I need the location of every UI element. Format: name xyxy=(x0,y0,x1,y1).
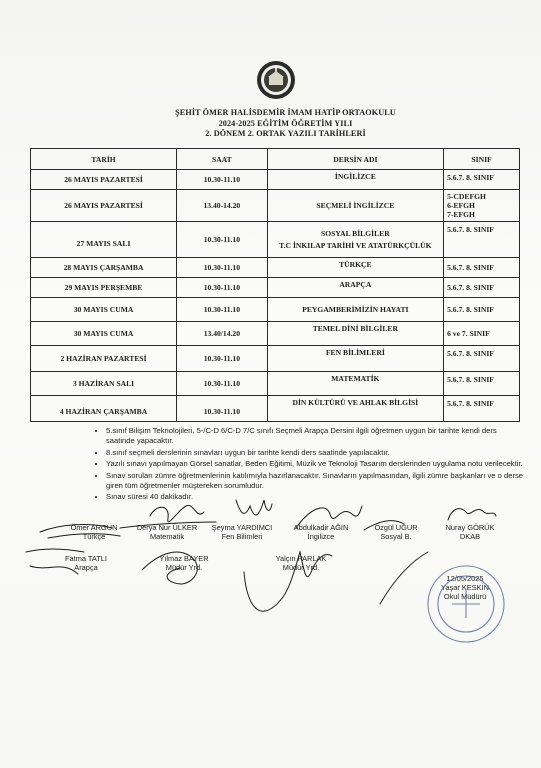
signatory-name: Yalçın PARLAK xyxy=(275,554,327,563)
table-row xyxy=(31,170,520,190)
header-date: TARİH xyxy=(31,149,177,170)
signatory-role: İngilizce xyxy=(307,532,335,541)
signatory-role: Türkçe xyxy=(82,532,106,541)
row-class: 5.6.7. 8. SINIF xyxy=(444,170,520,190)
exam-schedule-table xyxy=(30,148,520,422)
signatory-role: Arapça xyxy=(74,563,98,572)
signature-block xyxy=(197,523,287,541)
signatory-name: Fatma TATLI xyxy=(65,554,107,563)
principal-signature-block xyxy=(424,574,506,601)
row-date: 26 MAYIS PAZARTESİ xyxy=(31,170,177,190)
row-class: 5.6.7. 8. SINIF xyxy=(444,396,520,422)
table-row xyxy=(31,190,520,222)
row-date: 4 HAZİRAN ÇARŞAMBA xyxy=(31,396,177,422)
course-line: T.C İNKILAP TARİHİ VE ATATÜRKÇÜLÜK xyxy=(279,240,432,250)
note-item: • Sınav soruları zümre öğretmenlerinin katılımıyla hazırlanacaktır. Sınavların yapılmasından, ilgili zümre başkanları ve o derse giren tüm öğretmenler müştereken sorumludur. xyxy=(106,471,526,492)
school-logo-icon xyxy=(256,60,296,100)
row-course: TEMEL DİNİ BİLGİLER xyxy=(267,322,443,346)
row-date: 30 MAYIS CUMA xyxy=(31,322,177,346)
signature-block xyxy=(256,554,346,572)
row-course: PEYGAMBERİMİZİN HAYATI xyxy=(267,298,443,322)
note-item: • Yazılı sınavı yapılmayan Görsel sanatlar, Beden Eğitimi, Müzik ve Teknoloji Tasarım derslerinden uygulama notu verilecektir. xyxy=(106,459,526,469)
row-time: 13.40/14.20 xyxy=(177,322,268,346)
row-class: 5.6.7. 8. SINIF xyxy=(444,346,520,372)
signature-block xyxy=(276,523,366,541)
row-course: FEN BİLİMLERİ xyxy=(267,346,443,372)
row-course: SEÇMELİ İNGİLİZCE xyxy=(267,190,443,222)
signature-block xyxy=(46,554,126,572)
school-name: ŞEHİT ÖMER HALİSDEMİR İMAM HATİP ORTAOKULU xyxy=(175,108,396,117)
document-header xyxy=(0,108,541,140)
signatory-role: Fen Bilimleri xyxy=(221,532,263,541)
row-time: 10.30-11.10 xyxy=(177,278,268,298)
signatory-name: Şeyma YARDIMCI xyxy=(211,523,273,532)
signatory-role: Sosyal B. xyxy=(380,532,412,541)
row-date: 29 MAYIS PERŞEMBE xyxy=(31,278,177,298)
row-course: MATEMATİK xyxy=(267,372,443,396)
row-course: TÜRKÇE xyxy=(267,258,443,278)
row-class: 6 ve 7. SINIF xyxy=(444,322,520,346)
signatory-name: Ömer ARGÜN xyxy=(70,523,118,532)
signature-block xyxy=(356,523,436,541)
signatory-name: Derya Nur ÜLKER xyxy=(136,523,198,532)
signatory-name: Nuray GÖRÜK xyxy=(445,523,495,532)
row-date: 27 MAYIS SALI xyxy=(31,222,177,258)
row-time: 10.30-11.10 xyxy=(177,298,268,322)
signatory-name: Abdulkadir AĞIN xyxy=(293,523,349,532)
row-time: 10.30-11.10 xyxy=(177,170,268,190)
signatory-name: Yılmaz BAYER xyxy=(159,554,209,563)
row-date: 2 HAZİRAN PAZARTESİ xyxy=(31,346,177,372)
row-time: 10.30-11.10 xyxy=(177,396,268,422)
table-header-row xyxy=(31,149,520,170)
signatory-role: Matematik xyxy=(149,532,185,541)
note-item: • 8.sınıf seçmeli derslerinin sınavları uygun bir tarihte kendi ders saatinde yapılacaktır. xyxy=(106,448,526,458)
approval-date: 12/05/2025 xyxy=(446,574,484,583)
class-line: 5-CDEFGH xyxy=(447,192,486,201)
signature-block xyxy=(430,523,510,541)
class-line: 6-EFGH xyxy=(447,201,475,210)
note-item: • 5.sınıf Bilişim Teknolojileri, 5-/C-D 6/C-D 7/C sınıfı Seçmeli Arapça Dersini ilgili öğretmen uygun bir tarihte kendi ders saatinde yapacaktır. xyxy=(106,426,526,447)
row-time: 10.30-11.10 xyxy=(177,372,268,396)
principal-name: Yaşar KESKİN xyxy=(441,583,489,592)
principal-role: Okul Müdürü xyxy=(443,592,487,601)
row-class: 5.6.7. 8. SINIF xyxy=(444,258,520,278)
row-class: 5.6.7. 8. SINIF xyxy=(444,278,520,298)
table-row xyxy=(31,322,520,346)
header-time: SAAT xyxy=(177,149,268,170)
row-time: 13.40-14.20 xyxy=(177,190,268,222)
header-course: DERSİN ADI xyxy=(267,149,443,170)
row-class: 5.6.7. 8. SINIF xyxy=(444,222,520,258)
table-row xyxy=(31,258,520,278)
row-time: 10.30-11.10 xyxy=(177,346,268,372)
table-row xyxy=(31,278,520,298)
note-item: • Sınav süresi 40 dakikadır. xyxy=(106,492,526,502)
row-date: 26 MAYIS PAZARTESİ xyxy=(31,190,177,222)
table-row xyxy=(31,222,520,258)
academic-year: 2024-2025 EĞİTİM ÖĞRETİM YILI xyxy=(218,118,353,128)
course-line: SOSYAL BİLGİLER xyxy=(320,228,390,238)
row-date: 30 MAYIS CUMA xyxy=(31,298,177,322)
table-row xyxy=(31,396,520,422)
table-row xyxy=(31,372,520,396)
row-class xyxy=(444,190,520,222)
row-course: DİN KÜLTÜRÜ VE AHLAK BİLGİSİ xyxy=(267,396,443,422)
signatory-role: DKAB xyxy=(459,532,481,541)
table-row xyxy=(31,298,520,322)
header-class: SINIF xyxy=(444,149,520,170)
signatory-name: Özgül UĞUR xyxy=(374,523,418,532)
signatory-role: Müdür Yrd. xyxy=(165,563,203,572)
notes-list xyxy=(96,426,526,504)
row-class: 5.6.7. 8. SINIF xyxy=(444,372,520,396)
row-time: 10.30-11.10 xyxy=(177,258,268,278)
class-line: 7-EFGH xyxy=(447,210,475,219)
signatory-role: Müdür Yrd. xyxy=(282,563,320,572)
document-title: 2. DÖNEM 2. ORTAK YAZILI TARİHLERİ xyxy=(205,129,366,138)
row-time: 10.30-11.10 xyxy=(177,222,268,258)
row-date: 28 MAYIS ÇARŞAMBA xyxy=(31,258,177,278)
signature-block xyxy=(144,554,224,572)
row-class: 5.6.7. 8. SINIF xyxy=(444,298,520,322)
row-course xyxy=(267,222,443,258)
row-date: 3 HAZİRAN SALI xyxy=(31,372,177,396)
row-course: İNGİLİZCE xyxy=(267,170,443,190)
row-course: ARAPÇA xyxy=(267,278,443,298)
table-row xyxy=(31,346,520,372)
